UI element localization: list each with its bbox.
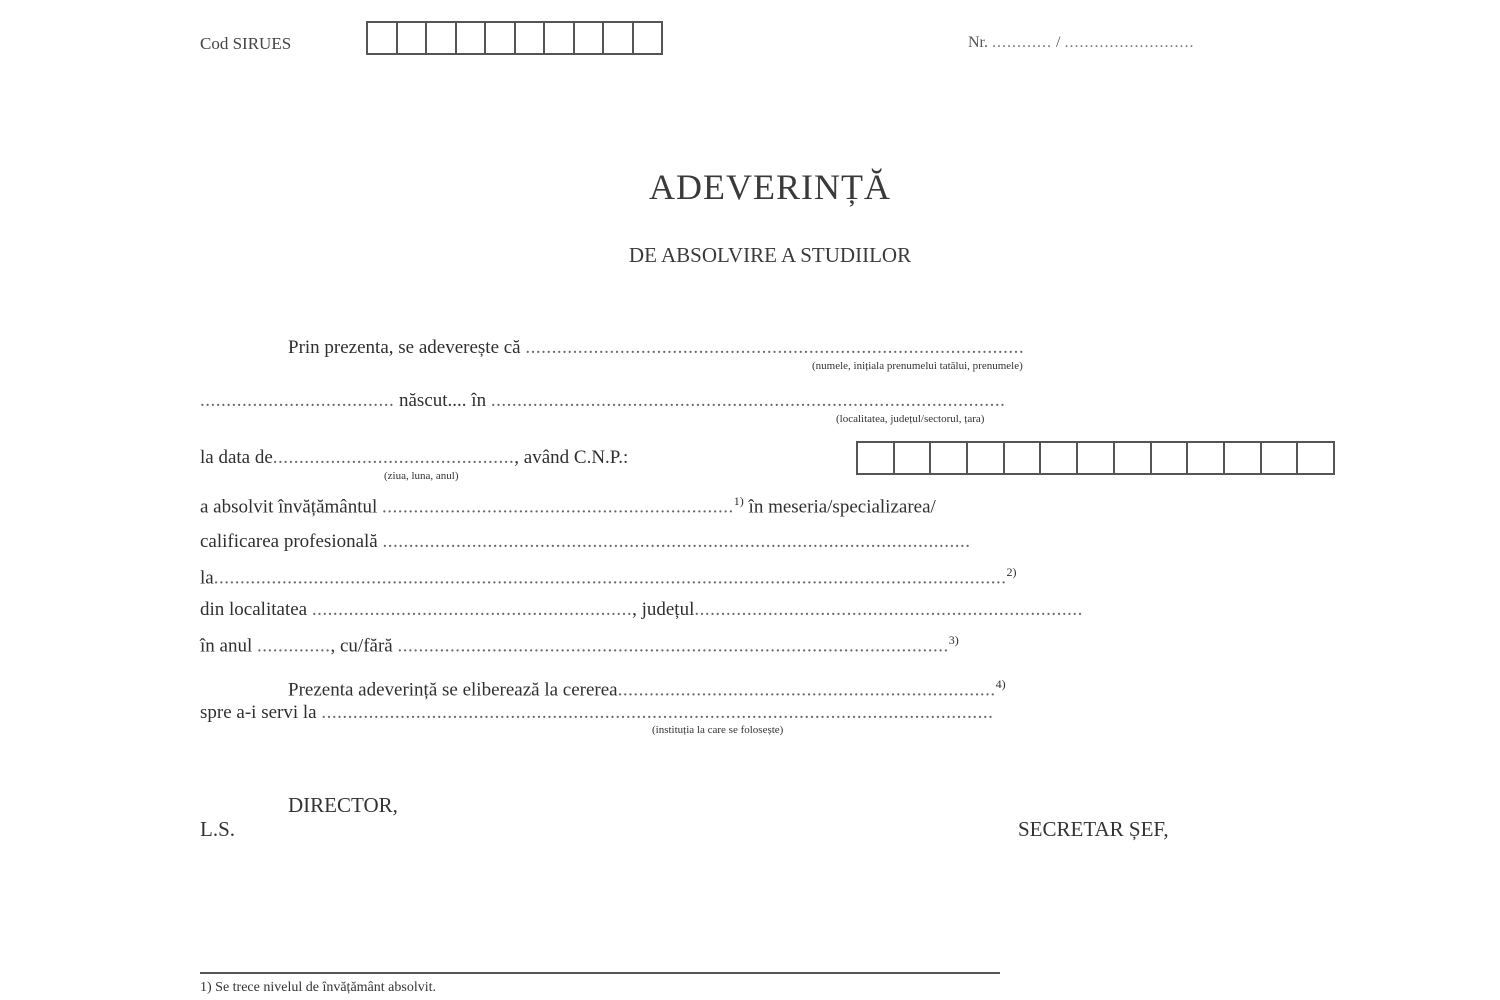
line-1-text: Prin prezenta, se adeverește că — [288, 337, 521, 358]
cnp-digit-box — [1005, 443, 1042, 473]
sirues-digit-box — [545, 23, 575, 53]
institution-dots: ................................................................................................................................ — [321, 702, 994, 723]
line-4-text-a: a absolvit învățământul — [200, 496, 378, 518]
footnote-separator — [200, 972, 1000, 974]
sirues-digit-box — [634, 23, 664, 53]
requester-dots: ........................................................................ — [617, 679, 996, 701]
sirues-code-boxes — [366, 21, 663, 55]
nr-date-dots: .......................... — [1064, 34, 1195, 51]
year-dots: .............. — [257, 635, 331, 657]
line-6 — [200, 565, 1016, 589]
line-2-text: născut.... în — [399, 390, 487, 411]
locality-dots: ............................................................. — [311, 599, 633, 620]
birthplace-field-dots: .................................................................................................. — [490, 390, 1006, 411]
footnote-marker-3: 3) — [948, 633, 959, 647]
line-8-text-b: , cu/fără — [330, 635, 393, 657]
line-1 — [288, 337, 1024, 359]
line-3-text-a: la data de — [200, 447, 273, 468]
line-3 — [200, 447, 628, 469]
sirues-digit-box — [398, 23, 428, 53]
institution-hint: (instituția la care se folosește) — [652, 724, 784, 736]
nr-separator: / — [1056, 34, 1061, 51]
birth-date-dots: .............................................. — [272, 447, 515, 468]
line-9-text: Prezenta adeverință se eliberează la cererea — [288, 679, 618, 701]
nr-number-dots: ............ — [992, 34, 1052, 51]
cnp-digit-box — [968, 443, 1005, 473]
line-8-text-a: în anul — [200, 635, 253, 657]
cnp-digit-box — [1225, 443, 1262, 473]
sirues-digit-box — [575, 23, 605, 53]
line-9 — [288, 677, 1006, 701]
line-7-text-a: din localitatea — [200, 599, 308, 620]
sirues-digit-box — [516, 23, 546, 53]
sirues-digit-box — [368, 23, 398, 53]
registration-number — [968, 34, 1194, 52]
line-5 — [200, 531, 971, 553]
footnote-1: 1) Se trece nivelul de învățământ absolvit. — [200, 980, 436, 995]
cnp-digit-box — [1262, 443, 1299, 473]
exam-dots: ......................................................................................................... — [397, 635, 949, 657]
line-6-text: la — [200, 567, 214, 589]
sirues-digit-box — [486, 23, 516, 53]
cnp-digit-box — [1041, 443, 1078, 473]
sirues-digit-box — [457, 23, 487, 53]
sirues-digit-box — [427, 23, 457, 53]
county-dots: .......................................................................... — [694, 599, 1083, 620]
name-field-dots: ............................................................................................... — [525, 337, 1025, 358]
line-7-text-b: , județul — [632, 599, 695, 620]
cnp-digit-box — [895, 443, 932, 473]
line-7 — [200, 599, 1083, 621]
education-level-dots: ................................................................... — [382, 496, 734, 518]
nr-label: Nr. — [968, 34, 988, 51]
cnp-digit-box — [1078, 443, 1115, 473]
seal-label: L.S. — [200, 817, 236, 841]
line-2 — [200, 390, 1005, 412]
line-3-text-b: , având C.N.P.: — [514, 447, 629, 468]
document-subtitle: DE ABSOLVIRE A STUDIILOR — [628, 243, 912, 267]
birth-date-hint: (ziua, luna, anul) — [384, 470, 459, 482]
line-10 — [200, 702, 993, 724]
line-8 — [200, 633, 959, 657]
line-4-text-b: în meseria/specializarea/ — [748, 496, 936, 518]
cnp-digit-box — [1115, 443, 1152, 473]
footnote-marker-2: 2) — [1006, 565, 1017, 579]
footnote-marker-4: 4) — [995, 677, 1006, 691]
cnp-digit-box — [931, 443, 968, 473]
footnote-marker-1: 1) — [733, 494, 744, 508]
line-5-text: calificarea profesională — [200, 531, 378, 552]
birth-day-dots: ..................................... — [200, 390, 395, 411]
name-field-hint: (numele, inițiala prenumelui tatălui, prenumele) — [812, 360, 1023, 372]
sirues-digit-box — [604, 23, 634, 53]
birthplace-field-hint: (localitatea, județul/sectorul, țara) — [836, 413, 985, 425]
cnp-digit-box — [1188, 443, 1225, 473]
secretary-signature-label: SECRETAR ȘEF, — [1018, 817, 1169, 841]
cnp-digit-box — [1298, 443, 1335, 473]
director-signature-label: DIRECTOR, — [288, 793, 398, 817]
sirues-label: Cod SIRUES — [200, 34, 292, 53]
cnp-boxes — [856, 441, 1335, 475]
cnp-digit-box — [1152, 443, 1189, 473]
cnp-digit-box — [858, 443, 895, 473]
school-name-dots: ....................................................................................................................................................... — [213, 567, 1007, 589]
line-4 — [200, 494, 936, 518]
qualification-dots: ................................................................................................................ — [382, 531, 971, 552]
line-10-text: spre a-i servi la — [200, 702, 317, 723]
document-title: ADEVERINȚĂ — [649, 167, 891, 207]
